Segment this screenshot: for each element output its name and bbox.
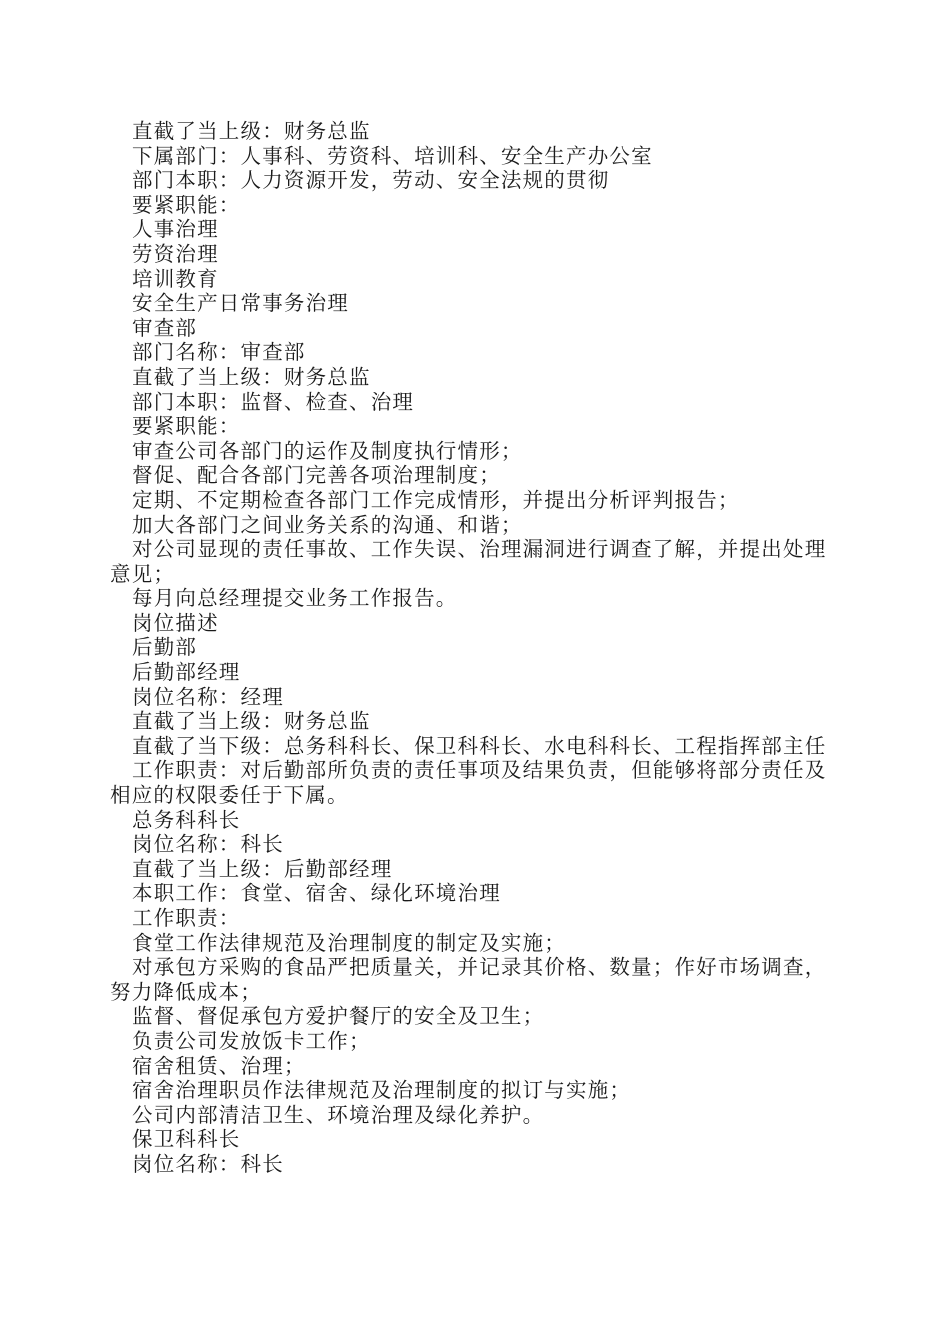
text-line: 对公司显现的责任事故、工作失误、治理漏洞进行调查了解，并提出处理意见； [110,537,827,586]
section-heading: 后勤部 [132,635,198,660]
text-line: 宿舍治理职员作法律规范及治理制度的拟订与实施； [132,1078,632,1103]
text-line: 审查公司各部门的运作及制度执行情形； [132,438,523,463]
text-line: 直截了当上级：后勤部经理 [132,856,393,881]
text-line: 直截了当上级：财务总监 [132,709,371,734]
text-line: 本职工作：食堂、宿舍、绿化环境治理 [132,881,501,906]
text-line: 宿舍租赁、治理； [132,1053,306,1078]
section-heading: 审查部 [132,315,198,340]
text-line: 部门本职：人力资源开发，劳动、安全法规的贯彻 [132,168,610,193]
text-line: 直截了当上级：财务总监 [132,119,371,143]
text-line: 人事治理 [132,217,219,242]
section-heading: 总务科科长 [132,807,241,832]
text-line: 培训教育 [132,266,219,291]
text-line: 安全生产日常事务治理 [132,291,349,316]
text-line: 公司内部清洁卫生、环境治理及绿化养护。 [132,1102,545,1127]
section-heading: 保卫科科长 [132,1127,241,1152]
text-line: 工作职责：对后勤部所负责的责任事项及结果负责，但能够将部分责任及相应的权限委任于下属。 [110,758,827,808]
text-line: 岗位名称：经理 [132,684,284,709]
section-heading: 后勤部经理 [132,660,241,685]
text-line: 下属部门：人事科、劳资科、培训科、安全生产办公室 [132,143,653,168]
text-line: 劳资治理 [132,241,219,266]
text-line: 监督、督促承包方爱护餐厅的安全及卫生； [132,1004,545,1029]
text-line: 岗位名称：科长 [132,832,284,857]
text-line: 岗位名称：科长 [132,1151,284,1176]
document-body [110,119,828,1177]
text-line: 直截了当下级：总务科科长、保卫科科长、水电科科长、工程指挥部主任 [132,733,827,758]
text-line: 定期、不定期检查各部门工作完成情形，并提出分析评判报告； [132,487,740,512]
text-line: 要紧职能： [132,414,241,439]
text-line: 加大各部门之间业务关系的沟通、和谐； [132,512,523,537]
text-line: 要紧职能： [132,192,241,217]
text-line: 部门名称：审查部 [132,340,306,365]
text-line: 负责公司发放饭卡工作； [132,1028,371,1053]
text-line: 对承包方采购的食品严把质量关，并记录其价格、数量；作好市场调查，努力降低成本； [110,955,827,1004]
text-line: 食堂工作法律规范及治理制度的制定及实施； [132,930,566,955]
text-line: 督促、配合各部门完善各项治理制度； [132,463,501,488]
text-line: 直截了当上级：财务总监 [132,364,371,389]
text-line: 工作职责： [132,906,241,930]
section-heading: 岗位描述 [132,610,219,635]
text-line: 部门本职：监督、检查、治理 [132,389,415,414]
text-line: 每月向总经理提交业务工作报告。 [132,586,458,611]
